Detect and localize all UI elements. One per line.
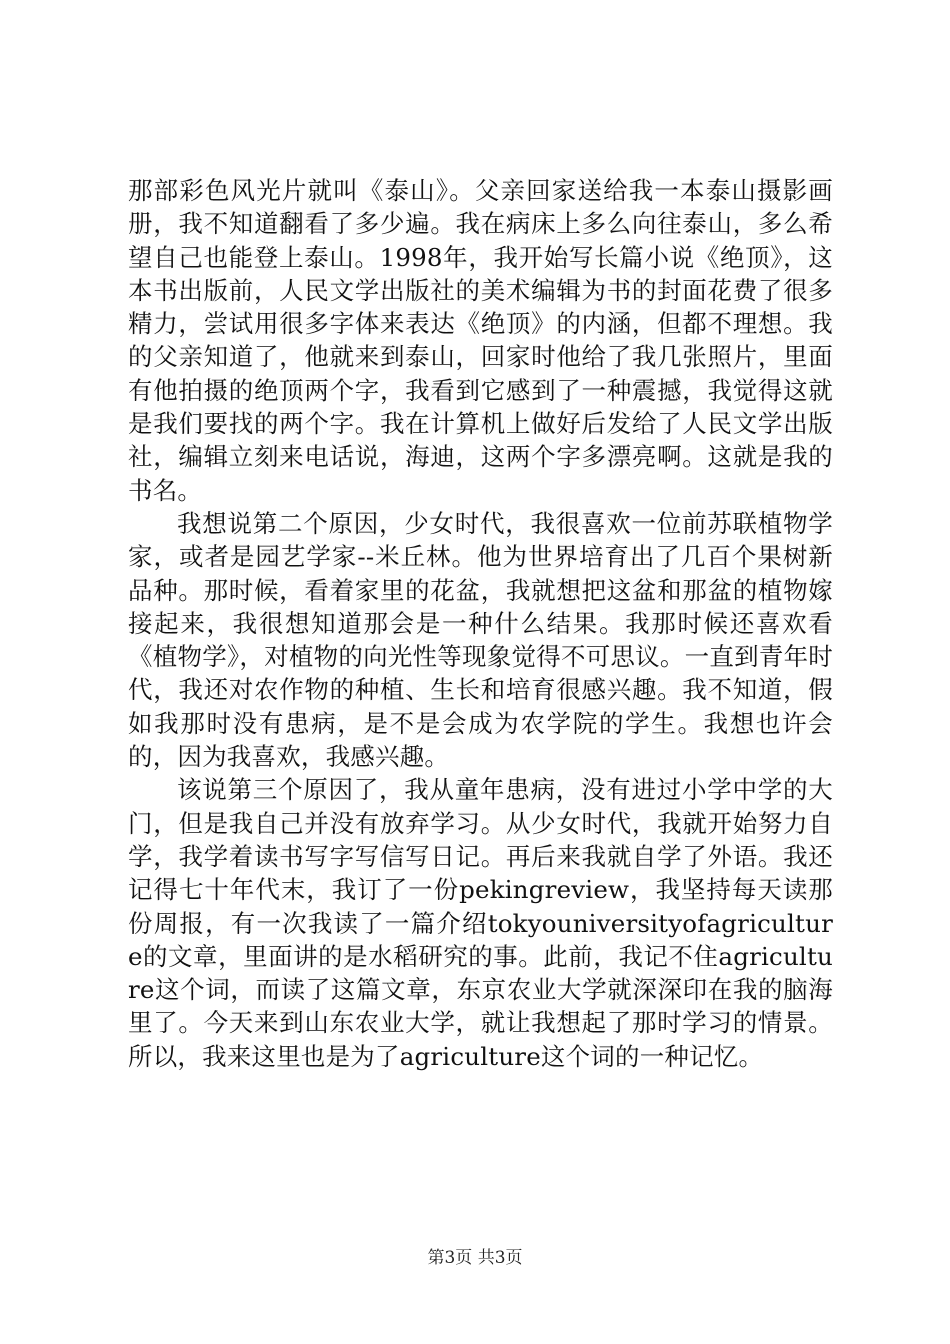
document-body xyxy=(128,174,833,1073)
paragraph-3: 该说第三个原因了，我从童年患病，没有进过小学中学的大门，但是我自己并没有放弃学习。从少女时代，我就开始努力自学，我学着读书写字写信写日记。再后来我就自学了外语。我还记得七十年代末，我订了一份pekingreview，我坚持每天读那份周报，有一次我读了一篇介绍tokyouniversityofagriculture的文章，里面讲的是水稻研究的事。此前，我记不住agriculture这个词，而读了这篇文章，东京农业大学就深深印在我的脑海里了。今天来到山东农业大学，就让我想起了那时学习的情景。所以，我来这里也是为了agriculture这个词的一种记忆。 xyxy=(128,775,833,1071)
paragraph-2: 我想说第二个原因，少女时代，我很喜欢一位前苏联植物学家，或者是园艺学家--米丘林。他为世界培育出了几百个果树新品种。那时候，看着家里的花盆，我就想把这盆和那盆的植物嫁接起来，我很想知道那会是一种什么结果。我那时候还喜欢看《植物学》，对植物的向光性等现象觉得不可思议。一直到青年时代，我还对农作物的种植、生长和培育很感兴趣。我不知道，假如我那时没有患病，是不是会成为农学院的学生。我想也许会的，因为我喜欢，我感兴趣。 xyxy=(128,508,833,772)
paragraph-1: 那部彩色风光片就叫《泰山》。父亲回家送给我一本泰山摄影画册，我不知道翻看了多少遍。我在病床上多么向往泰山，多么希望自己也能登上泰山。1998年，我开始写长篇小说《绝顶》，这本书出版前，人民文学出版社的美术编辑为书的封面花费了很多精力，尝试用很多字体来表达《绝顶》的内涵，但都不理想。我的父亲知道了，他就来到泰山，回家时他给了我几张照片，里面有他拍摄的绝顶两个字，我看到它感到了一种震撼，我觉得这就是我们要找的两个字。我在计算机上做好后发给了人民文学出版社，编辑立刻来电话说，海迪，这两个字多漂亮啊。这就是我的书名。 xyxy=(128,176,833,505)
page-footer: 第3页 共3页 xyxy=(427,1248,523,1268)
